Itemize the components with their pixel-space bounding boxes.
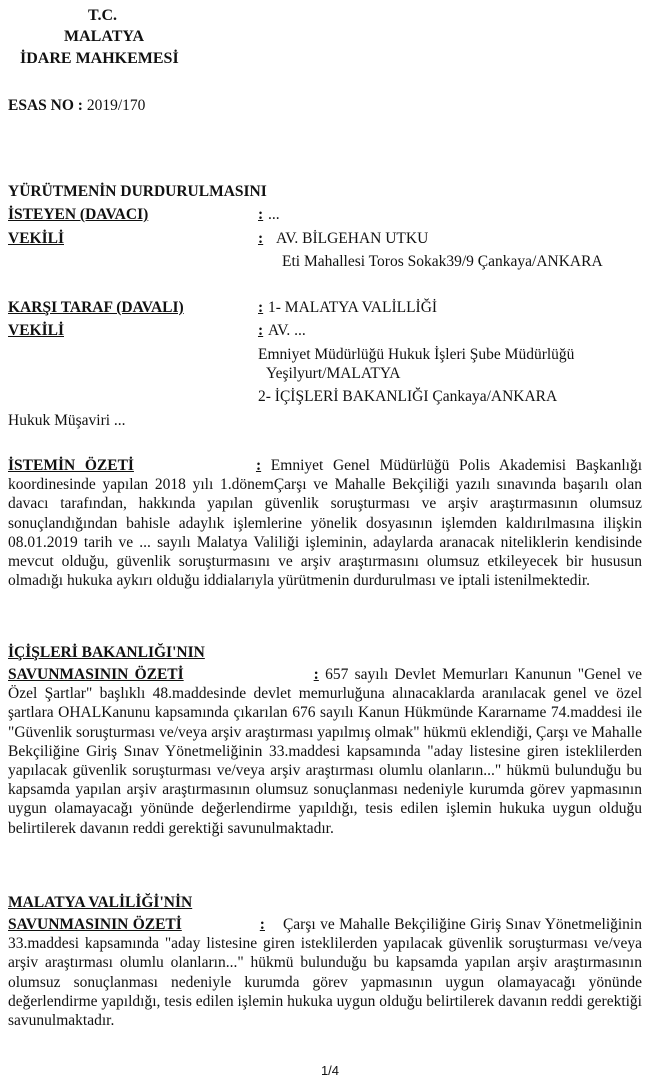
header-city: MALATYA (64, 28, 145, 45)
governorship-defense (8, 915, 642, 1030)
defendant-attorney-name: AV. ... (268, 322, 306, 339)
governorship-title: MALATYA VALİLİĞİ'NİN (8, 894, 193, 911)
plaintiff-attorney-address: Eti Mahallesi Toros Sokak39/9 Çankaya/ANKARA (282, 253, 603, 270)
ministry-defense (8, 665, 642, 838)
plaintiff-attorney-colon: : (258, 230, 264, 247)
defendant-attorney-address-2: Yeşilyurt/MALATYA (266, 365, 401, 382)
plaintiff-label: İSTEYEN (DAVACI) (8, 206, 149, 223)
governorship-defense-colon: : (259, 916, 265, 933)
request-summary-colon: : (255, 457, 262, 474)
plaintiff-value: ... (268, 206, 280, 223)
governorship-defense-label: SAVUNMASININ ÖZETİ (8, 916, 182, 933)
request-summary (8, 456, 642, 590)
defendant-label: KARŞI TARAF (DAVALI) (8, 299, 184, 316)
header-tc: T.C. (88, 7, 118, 24)
legal-counsel: Hukuk Müşaviri ... (8, 412, 126, 429)
page-number: 1/4 (320, 1063, 340, 1078)
defendant-attorney-label: VEKİLİ (8, 322, 64, 339)
case-number (8, 96, 145, 115)
case-number-value: 2019/170 (86, 97, 146, 114)
defendant-colon: : (258, 299, 264, 316)
governorship-defense-text: Çarşı ve Mahalle Bekçiliğine Giriş Sınav Yönetmeliğinin 33.maddesi kapsamında "aday listesine giren isteklilerden yapılacak güvenlik soruşturması ve/veya arşiv araştırması olumlu olanların..." hükmü bulunduğu bu kapsamda yapılan arşiv araştırmasının olumsuz sonuçlanması nedeniyle kurumda görev yapmasının uygun olamayacağı yönünde değerlendirme yapıldığı, tesis edilen işlemin hukuka uygun olduğu belirtilerek davanın reddi gerektiği savunulmaktadır. (8, 916, 642, 1030)
ministry-defense-colon: : (313, 666, 319, 683)
plaintiff-attorney-name: AV. BİLGEHAN UTKU (276, 230, 429, 247)
ministry-title: İÇİŞLERİ BAKANLIĞI'NIN (8, 644, 205, 661)
header-court: İDARE MAHKEMESİ (20, 50, 179, 67)
ministry-defense-text: 657 sayılı Devlet Memurları Kanunun "Genel ve Özel Şartlar" başlıklı 48.maddesinde devlet memurluğuna alınacaklarda aranılacak genel ve özel şartlara OHALKanunu kapsamında çıkarılan 676 sayılı Kanun Hükmünde Kararname 74.maddesi ile "Güvenlik soruşturması ve/veya arşiv araştırması yapılmış olmak" hükmü eklendiği, Çarşı ve Mahalle Bekçiliğine Giriş Sınav Yönetmeliğinin 33.maddesi kapsamında "aday listesine giren isteklilerden yapılacak güvenlik soruşturması ve/veya arşiv araştırması olumlu olanların..." hükmü bulunduğu bu kapsamda yapılan arşiv araştırmasının olumsuz sonuçlanması nedeniyle kurumda görev yapmasının uygun olamayacağı yönünde değerlendirme yapıldığı, tesis edilen işlemin hukuka uygun olduğu belirtilerek davanın reddi gerektiği savunulmaktadır. (8, 666, 642, 837)
plaintiff-attorney-label: VEKİLİ (8, 230, 64, 247)
ministry-defense-label: SAVUNMASININ ÖZETİ (8, 666, 184, 683)
defendant-value: 1- MALATYA VALİLLİĞİ (268, 299, 438, 316)
defendant-2: 2- İÇİŞLERİ BAKANLIĞI Çankaya/ANKARA (258, 388, 558, 405)
request-summary-label: İSTEMİN ÖZETİ (8, 457, 134, 474)
request-summary-text: Emniyet Genel Müdürlüğü Polis Akademisi Başkanlığı koordinesinde yapılan 2018 yılı 1.dönemÇarşı ve Mahalle Bekçiliği yazılı sınavında başarılı olan davacı tarafından, hakkında yapılan güvenlik soruşturması ve arşiv araştırmasının olumsuz sonuçlandığından bahisle adaylık işlemlerine yönelik dosyasının işlemden kaldırılmasına ilişkin 08.01.2019 tarih ve ... sayılı Malatya Valiliği işleminin, adaylarda aranacak niteliklerin kendisinde mevcut olduğu, güvenlik soruşturmasını ve arşiv araştırmasını olumsuz etkileyecek bir hususun olmadığı hukuka aykırı olduğu iddialarıyla yürütmenin durdurulması ve iptali istenilmektedir. (8, 457, 643, 590)
case-number-label: ESAS NO : (8, 97, 83, 114)
section-title: YÜRÜTMENİN DURDURULMASINI (8, 183, 267, 200)
defendant-attorney-address-1: Emniyet Müdürlüğü Hukuk İşleri Şube Müdürlüğü (258, 346, 575, 363)
plaintiff-colon: : (258, 206, 264, 223)
defendant-attorney-colon: : (258, 322, 264, 339)
